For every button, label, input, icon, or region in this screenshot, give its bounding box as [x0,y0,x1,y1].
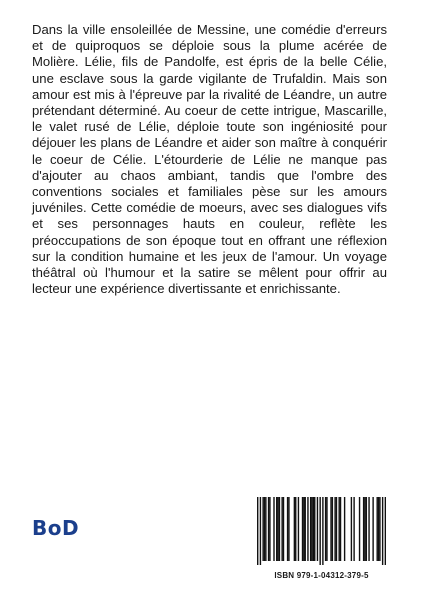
barcode-bar [302,497,303,561]
barcode-bar [264,497,265,561]
barcode-bar [257,497,258,565]
barcode-bar [372,497,373,561]
isbn-barcode [257,497,386,565]
barcode-bar [305,497,306,561]
barcode-bar [311,497,312,561]
barcode-bar [313,497,314,561]
barcode-bar [376,497,377,561]
barcode-bar [334,497,335,561]
barcode-bar [359,497,360,561]
barcode-bar [382,497,383,565]
barcode-bar [344,497,345,561]
barcode-bar [265,497,266,561]
barcode-bar [385,497,386,565]
barcode-bar [325,497,326,561]
barcode-bar [317,497,318,561]
back-cover-blurb: Dans la ville ensoleillée de Messine, une comédie d'erreurs et de quiproquos se déploie sous la plume acérée de Molière. Lélie, fils de Pandolfe, est épris de la belle Célie, une esclave sous la garde vigilante de Trufaldin. Mais son amour est mis à l'épreuve par la rivalité de Léandre, un autre prétendant déterminé. Au coeur de cette intrigue, Mascarille, le valet rusé de Lélie, déploie toute son ingéniosité pour déjouer les plans de Léandre et aider son maître à conquérir le coeur de Célie. L'étourderie de Lélie ne manque pas d'ajouter au chaos ambiant, tandis que l'ombre des conventions sociales et familiales pèse sur les amours juvéniles. Cette comédie de moeurs, avec ses dialogues vifs et ses personnages hauts en couleur, reflète les préoccupations de son époque tout en offrant une réflexion sur la condition humaine et les jeux de l'amour. Un voyage théâtral où l'humour et la satire se mêlent pour offrir au lecteur une expérience divertissante et enrichissante. [32,22,387,297]
barcode-bar [326,497,327,561]
barcode-bar [298,497,299,561]
barcode-bar [378,497,379,561]
barcode-bar [310,497,311,561]
barcode-bar [273,497,274,561]
barcode-bar [336,497,337,561]
barcode-bar [268,497,269,561]
barcode-bar [279,497,280,561]
barcode-bar [322,497,323,565]
barcode-bar [283,497,284,561]
isbn-label: ISBN 979-1-04312-379-5 [274,571,369,580]
barcode-bar [363,497,364,561]
barcode-bar [287,497,288,561]
barcode-bar [303,497,304,561]
barcode-bar [351,497,352,561]
barcode-bar [276,497,277,561]
barcode-bar [262,497,263,561]
barcode-bar [269,497,270,561]
barcode-bar [281,497,282,561]
barcode-bar [294,497,295,561]
barcode-bar [366,497,367,561]
barcode-bar [364,497,365,561]
barcode-bar [314,497,315,561]
barcode-bar [368,497,369,561]
barcode-bar [260,497,261,565]
barcode-bar [288,497,289,561]
barcode-bar [307,497,308,561]
barcode-bar [330,497,331,561]
barcode-bar [379,497,380,561]
barcode-bar [295,497,296,561]
barcode-bar [319,497,320,565]
barcode-bar [277,497,278,561]
barcode-bar [332,497,333,561]
barcode-bar [340,497,341,561]
barcode-bar [353,497,354,561]
publisher-logo: BoD [32,516,80,540]
barcode-bar [338,497,339,561]
